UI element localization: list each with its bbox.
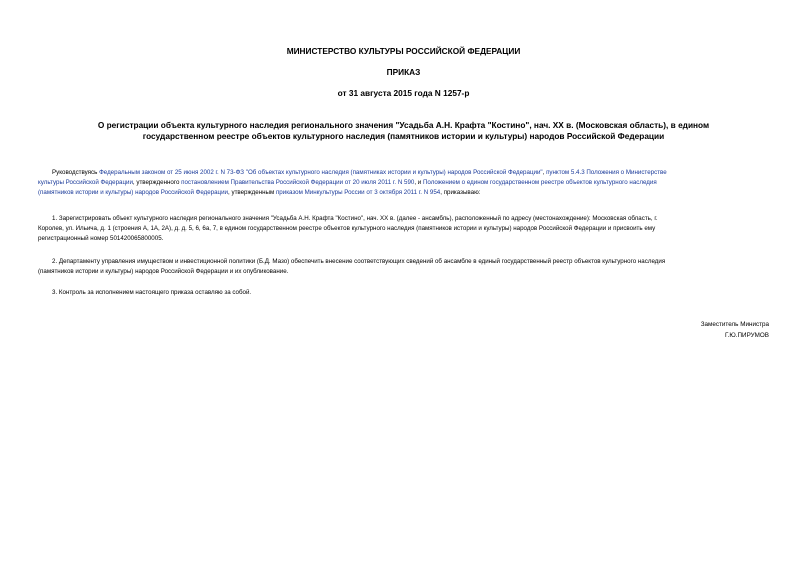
order-item-line: (памятников истории и культуры) народов Российской Федерации и их опубликование. — [38, 268, 289, 275]
preamble-text: , приказываю: — [440, 189, 481, 196]
order-item-1 — [38, 214, 770, 244]
preamble-text: , утвержденным — [228, 189, 276, 196]
government-resolution-link[interactable]: постановлением Правительства Российской Федерации от 20 июля 2011 г. N 590 — [181, 179, 415, 186]
preamble-text: Руководствуясь — [52, 169, 100, 176]
order-item-line: регистрационный номер 501420065800005. — [38, 235, 164, 242]
preamble-text: , утвержденного — [132, 179, 182, 186]
preamble-line — [38, 188, 770, 198]
order-item-line: 1. Зарегистрировать объект культурного наследия регионального значения "Усадьба А.Н. Крафта "Костино", нач. XX в. (далее - ансамбль), расположенный по адресу (местонахождение): Московская область, г. — [52, 215, 658, 222]
registry-regulation-link-cont[interactable]: (памятников истории и культуры) народов Российской Федерации — [38, 189, 229, 196]
registry-regulation-link[interactable]: Положением о едином государственном реестре объектов культурного наследия — [422, 179, 657, 186]
order-item-2 — [38, 257, 770, 277]
preamble-text: , — [542, 169, 547, 176]
federal-law-link[interactable]: Федеральным законом от 25 июня 2002 г. N 73-ФЗ "Об объектах культурного наследия (памятниках истории и культуры) народов Российской Федерации" — [99, 169, 543, 176]
document-kind: ПРИКАЗ — [386, 67, 421, 77]
ministry-order-link[interactable]: приказом Минкультуры России от 3 октября 2011 г. N 954 — [275, 189, 441, 196]
signatory-position: Заместитель Министра — [700, 321, 769, 328]
document-title-line: государственном реестре объектов культурного наследия (памятников истории и культуры) народов Российской Федерации — [142, 131, 665, 141]
preamble-line — [38, 168, 770, 178]
signatory-name: Г.Ю.ПИРУМОВ — [725, 332, 769, 339]
order-item-line: 3. Контроль за исполнением настоящего приказа оставляю за собой. — [52, 289, 252, 296]
ministry-heading: МИНИСТЕРСТВО КУЛЬТУРЫ РОССИЙСКОЙ ФЕДЕРАЦИИ — [286, 46, 521, 56]
order-item-3 — [38, 288, 770, 298]
document-date-number: от 31 августа 2015 года N 1257-р — [337, 88, 470, 98]
preamble-paragraph — [38, 168, 770, 198]
document-title — [60, 120, 747, 142]
ministry-regulation-point-link[interactable]: пунктом 5.4.3 Положения о Министерстве — [546, 169, 667, 176]
order-item-line: Королев, ул. Ильича, д. 1 (строения А, 1А, 2А), д. д. 5, 6, 6а, 7, в едином государственном реестре объектов культурного наследия (памятников истории и культуры) народов Российской Федерации и присвоить ему — [38, 225, 656, 232]
order-item-line: 2. Департаменту управления имуществом и инвестиционной политики (Б.Д. Мазо) обеспечить внесение соответствующих сведений об ансамбле в единый государственный реестр объектов культурного наследия — [52, 258, 666, 265]
preamble-text: , и — [414, 179, 423, 186]
preamble-line — [38, 178, 770, 188]
document-title-line: О регистрации объекта культурного наследия регионального значения "Усадьба А.Н. Крафта "Костино", нач. XX в. (Московская область), в едином — [97, 120, 710, 130]
ministry-regulation-link[interactable]: культуры Российской Федерации — [38, 179, 133, 186]
